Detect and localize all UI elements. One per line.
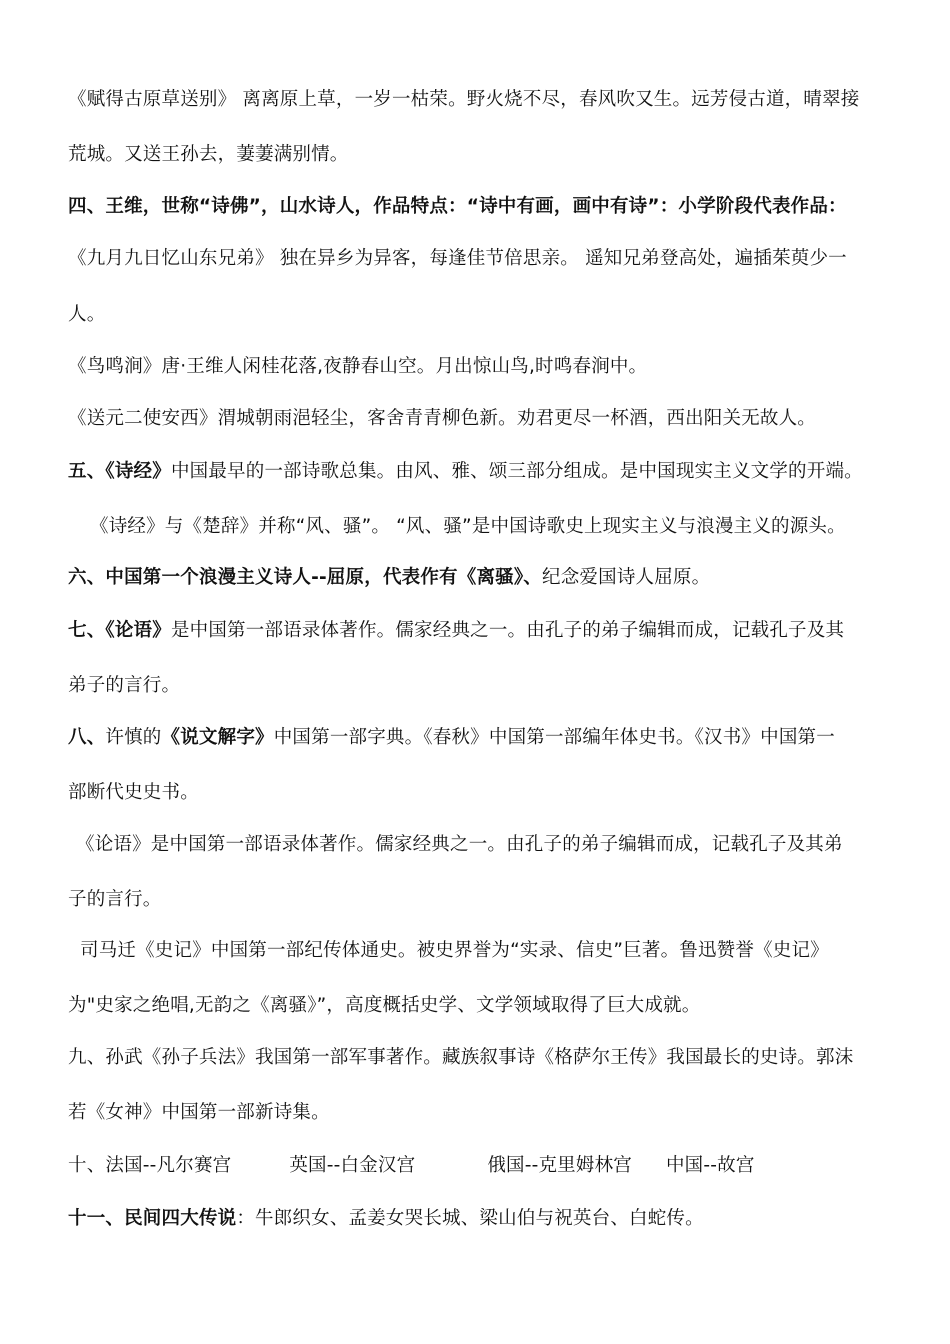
section-heading: 七、《论语》 bbox=[68, 620, 171, 641]
line-text: 《九月九日忆山东兄弟》 独在异乡为异客，每逢佳节倍思亲。 遥知兄弟登高处，遍插茱萸少一 bbox=[68, 248, 847, 269]
line-text: 《诗经》与《楚辞》并称“风、骚”。 “风、骚”是中国诗歌史上现实主义与浪漫主义的源头。 bbox=[90, 516, 846, 537]
text-line bbox=[68, 781, 199, 805]
palace-russia: 俄国--克里姆林宫 bbox=[487, 1155, 632, 1176]
line-text: 纪念爱国诗人屈原。 bbox=[542, 567, 711, 588]
text-line bbox=[68, 88, 859, 112]
section-heading: 五、《诗经》 bbox=[68, 461, 171, 482]
text-line bbox=[68, 674, 180, 698]
section-heading: 八、 bbox=[68, 727, 106, 748]
line-text: 许慎的 bbox=[105, 727, 162, 748]
palace-britain: 英国--白金汉宫 bbox=[289, 1155, 416, 1176]
text-line bbox=[76, 833, 843, 857]
line-text: 司马迁《史记》中国第一部纪传体通史。被史界誉为“实录、信史”巨著。鲁迅赞誉《史记》 bbox=[80, 940, 829, 961]
section-heading: 十一、民间四大传说 bbox=[68, 1208, 237, 1229]
section-legends bbox=[68, 1207, 704, 1231]
text-line bbox=[68, 247, 847, 271]
line-text: 中国最早的一部诗歌总集。由风、雅、颂三部分组成。是中国现实主义文学的开端。 bbox=[170, 461, 863, 482]
section-heading-wang-wei bbox=[68, 195, 847, 219]
line-text: 若《女神》中国第一部新诗集。 bbox=[68, 1102, 330, 1123]
line-text: 弟子的言行。 bbox=[68, 675, 181, 696]
text-line bbox=[68, 994, 700, 1018]
line-text: 是中国第一部语录体著作。儒家经典之一。由孔子的弟子编辑而成，记载孔子及其 bbox=[170, 620, 845, 641]
line-text: 人。 bbox=[68, 304, 106, 325]
palace-france: 十、法国--凡尔赛宫 bbox=[68, 1155, 232, 1176]
palaces-line bbox=[68, 1154, 755, 1178]
palace-china: 中国--故宫 bbox=[665, 1155, 755, 1176]
line-text: 中国第一部字典。《春秋》中国第一部编年体史书。《汉书》中国第一 bbox=[273, 727, 835, 748]
section-shuowen bbox=[68, 726, 835, 750]
text-line bbox=[68, 407, 816, 431]
section-lunyu bbox=[68, 619, 844, 643]
line-text: 九、孙武《孙子兵法》我国第一部军事著作。藏族叙事诗《格萨尔王传》我国最长的史诗。郭沫 bbox=[68, 1047, 854, 1068]
line-text: ：牛郎织女、孟姜女哭长城、梁山伯与祝英台、白蛇传。 bbox=[236, 1208, 704, 1229]
text-line bbox=[80, 939, 829, 963]
line-text: 荒城。又送王孙去，萋萋满别情。 bbox=[68, 144, 349, 165]
line-text: 四、王维，世称“诗佛”，山水诗人，作品特点：“诗中有画，画中有诗”：小学阶段代表作品： bbox=[68, 196, 847, 217]
line-text: 《论语》是中国第一部语录体著作。儒家经典之一。由孔子的弟子编辑而成，记载孔子及其弟 bbox=[76, 834, 843, 855]
book-title: 《说文解字》 bbox=[161, 727, 274, 748]
line-text: 《送元二使安西》渭城朝雨浥轻尘，客舍青青柳色新。劝君更尽一杯酒，西出阳关无故人。 bbox=[68, 408, 817, 429]
section-shijing bbox=[68, 460, 863, 484]
section-heading: 六、中国第一个浪漫主义诗人--屈原，代表作有《离骚》、 bbox=[68, 567, 543, 588]
text-line bbox=[68, 303, 105, 327]
text-line bbox=[68, 888, 162, 912]
line-text: 《赋得古原草送别》 离离原上草，一岁一枯荣。野火烧不尽，春风吹又生。远芳侵古道，晴翠接 bbox=[68, 89, 860, 110]
line-text: 《鸟鸣涧》唐·王维人闲桂花落,夜静春山空。月出惊山鸟,时鸣春涧中。 bbox=[68, 356, 648, 377]
text-line bbox=[90, 515, 846, 539]
line-text: 部断代史史书。 bbox=[68, 782, 199, 803]
section-qu-yuan bbox=[68, 566, 710, 590]
text-line bbox=[68, 1046, 853, 1070]
text-line bbox=[68, 143, 349, 167]
text-line bbox=[68, 355, 647, 379]
text-line bbox=[68, 1101, 330, 1125]
line-text: 子的言行。 bbox=[68, 889, 162, 910]
line-text: 为"史家之绝唱,无韵之《离骚》”，高度概括史学、文学领域取得了巨大成就。 bbox=[68, 995, 701, 1016]
